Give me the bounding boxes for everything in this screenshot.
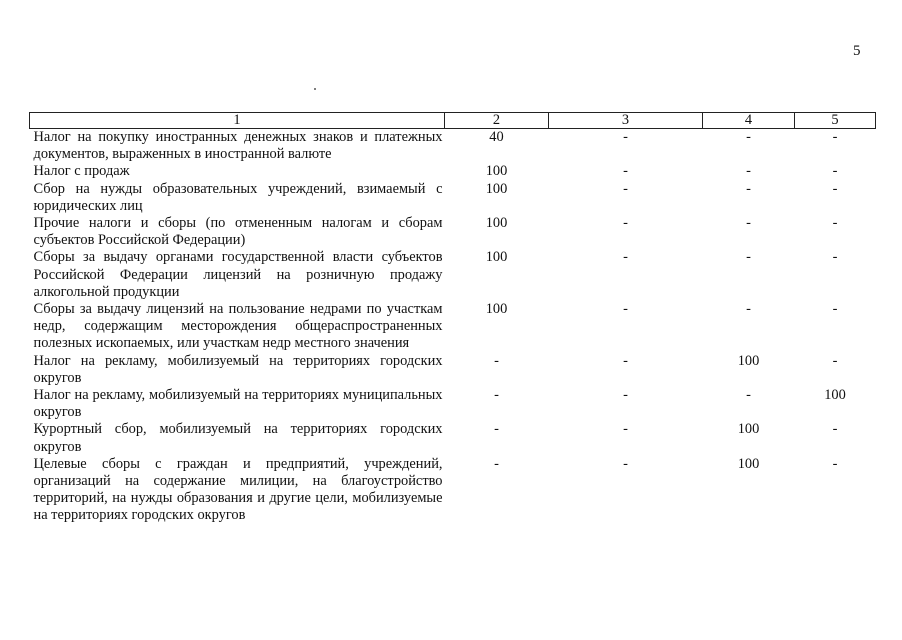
cell-col-5: -	[832, 180, 838, 197]
cell-col-4: -	[746, 387, 751, 404]
header-row	[30, 113, 876, 129]
cell-col-2: 100	[485, 215, 508, 232]
cell-col-3: -	[623, 352, 628, 369]
cell-col-4: -	[746, 249, 751, 266]
column-header-5: 5	[795, 113, 876, 129]
cell-col-5: -	[832, 301, 838, 318]
cell-col-2: -	[494, 387, 499, 404]
row-name: Налог на рекламу, мобилизуемый на территориях муниципальных округов	[33, 387, 443, 421]
cell-col-2: -	[494, 421, 499, 438]
cell-col-3: -	[623, 455, 628, 472]
column-header-3: 3	[549, 113, 703, 129]
cell-col-2: 100	[485, 180, 508, 197]
cell-col-5: -	[832, 352, 838, 369]
cell-col-4: -	[746, 180, 751, 197]
table-row	[30, 129, 876, 164]
cell-col-2: 100	[485, 163, 508, 180]
column-header-4: 4	[703, 113, 795, 129]
table-header	[30, 113, 876, 129]
cell-col-3: -	[623, 421, 628, 438]
cell-col-3: -	[623, 301, 628, 318]
row-name: Сборы за выдачу органами государственной власти субъектов Российской Федерации лицензий на розничную продажу алкогольной продукции	[33, 249, 443, 300]
cell-col-3: -	[623, 163, 628, 180]
row-name: Сборы за выдачу лицензий на пользование недрами по участкам недр, содержащим месторождения общераспространенных полезных ископаемых, или участкам недр местного значения	[33, 301, 443, 352]
cell-col-5: 100	[824, 387, 846, 404]
table-row	[30, 249, 876, 301]
revenue-distribution-table	[29, 112, 876, 525]
row-name: Прочие налоги и сборы (по отмененным налогам и сборам субъектов Российской Федерации)	[33, 215, 443, 249]
column-header-1: 1	[30, 113, 445, 129]
cell-col-2: 100	[485, 249, 508, 266]
table-row	[30, 163, 876, 180]
cell-col-3: -	[623, 129, 628, 145]
row-name: Курортный сбор, мобилизуемый на территориях городских округов	[33, 421, 443, 455]
table-row	[30, 456, 876, 525]
row-name: Сбор на нужды образовательных учреждений, взимаемый с юридических лиц	[33, 180, 443, 214]
cell-col-3: -	[623, 180, 628, 197]
table-body	[30, 129, 876, 525]
cell-col-4: 100	[737, 455, 760, 472]
cell-col-2: -	[494, 352, 499, 369]
table-row	[30, 301, 876, 353]
table-row	[30, 387, 876, 421]
row-name: Налог на покупку иностранных денежных знаков и платежных документов, выраженных в иностранной валюте	[33, 129, 443, 163]
column-header-2: 2	[445, 113, 549, 129]
cell-col-5: -	[832, 455, 838, 472]
cell-col-5: -	[832, 421, 838, 438]
cell-col-2: 40	[489, 129, 504, 145]
table-row	[30, 421, 876, 455]
cell-col-5: -	[832, 129, 838, 145]
cell-col-3: -	[623, 387, 628, 404]
cell-col-4: -	[746, 301, 751, 318]
cell-col-5: -	[832, 215, 838, 232]
table-row	[30, 215, 876, 249]
table-row	[30, 353, 876, 387]
cell-col-4: -	[746, 129, 751, 145]
cell-col-3: -	[623, 215, 628, 232]
table-row	[30, 181, 876, 215]
cell-col-2: 100	[485, 301, 508, 318]
cell-col-5: -	[832, 163, 838, 180]
scan-speck	[314, 88, 316, 90]
row-name: Целевые сборы с граждан и предприятий, учреждений, организаций на содержание милиции, на благоустройство территорий, на нужды образования и другие цели, мобилизуемые на территориях городских округов	[33, 455, 443, 524]
page-number: 5	[853, 43, 861, 59]
row-name: Налог с продаж	[33, 163, 130, 180]
cell-col-4: 100	[737, 352, 760, 369]
cell-col-4: -	[746, 215, 751, 232]
cell-col-3: -	[623, 249, 628, 266]
row-name: Налог на рекламу, мобилизуемый на территориях городских округов	[33, 352, 443, 386]
cell-col-4: 100	[737, 421, 760, 438]
cell-col-4: -	[746, 163, 751, 180]
cell-col-2: -	[494, 455, 499, 472]
cell-col-5: -	[832, 249, 838, 266]
